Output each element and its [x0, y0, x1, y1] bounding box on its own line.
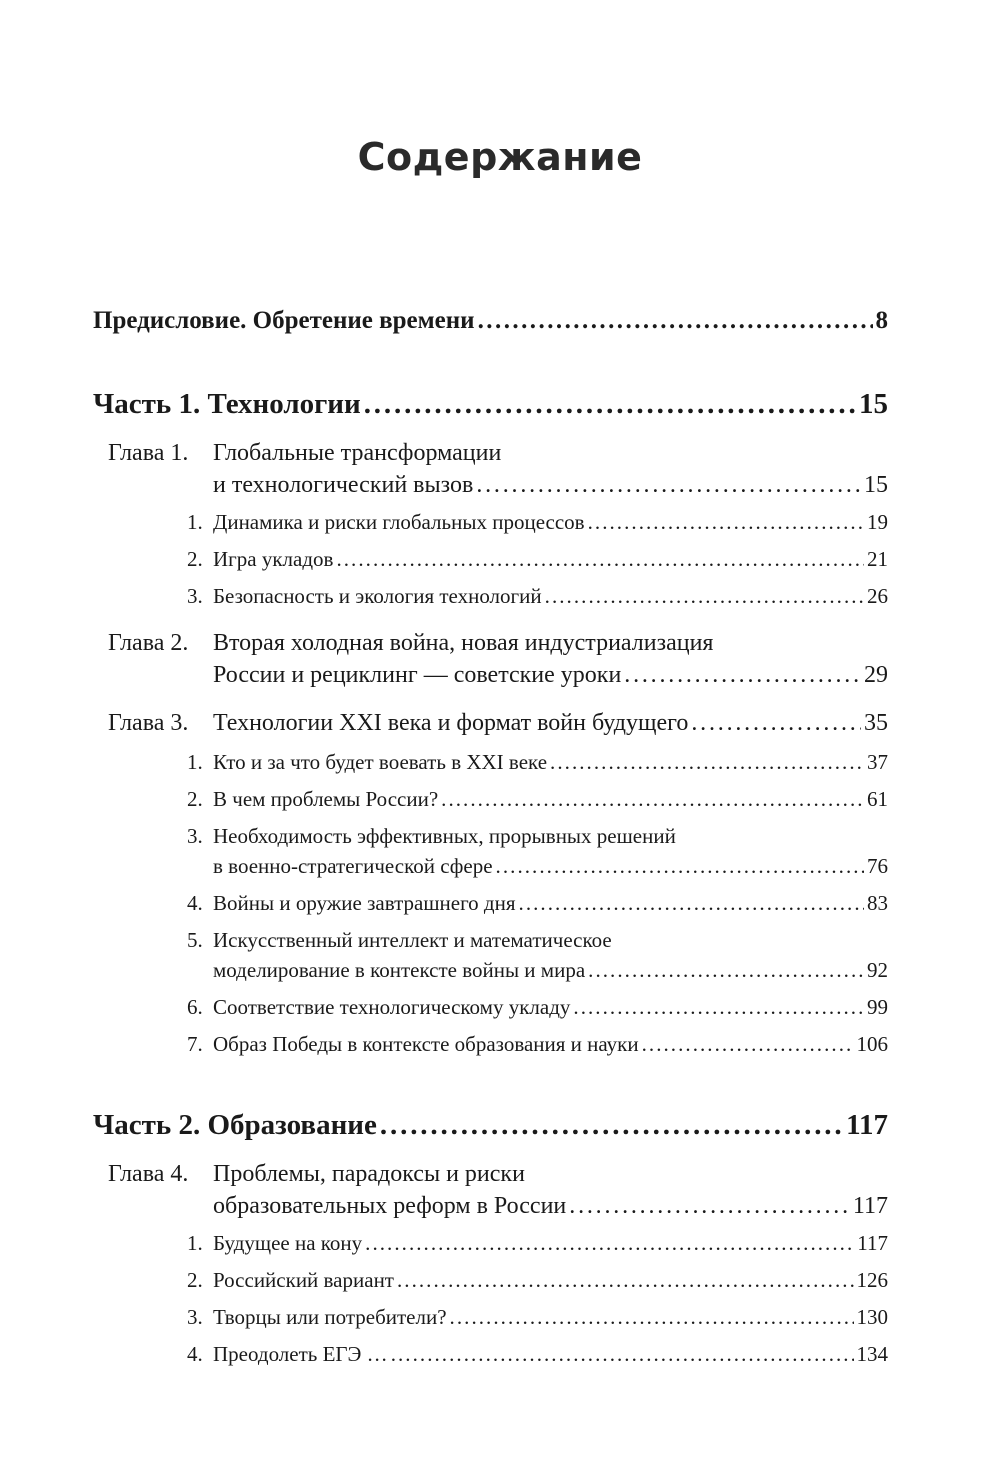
toc-section-3-5 [213, 958, 888, 983]
dot-leader [441, 787, 864, 812]
page-number: 15 [859, 388, 888, 420]
section-title: Образ Победы в контексте образования и науки [213, 1032, 639, 1056]
dot-leader [588, 510, 864, 535]
part-title: Часть 1. Технологии [93, 388, 361, 420]
dot-leader [624, 662, 861, 689]
section-number: 4. [187, 1342, 203, 1366]
toc-section-4-1 [187, 1231, 888, 1256]
page-number: 15 [864, 472, 888, 498]
section-number: 3. [187, 824, 203, 848]
toc-chapter-2 [213, 662, 888, 689]
dot-leader [364, 388, 856, 421]
dot-leader [476, 472, 861, 499]
toc-section-3-6 [187, 995, 888, 1020]
section-title-line2: в военно-стратегической сфере [213, 854, 493, 878]
page-number: 99 [867, 995, 888, 1019]
dot-leader [478, 307, 873, 335]
dot-leader [519, 891, 864, 916]
toc-section-3-2 [187, 787, 888, 812]
page-number: 76 [867, 854, 888, 878]
toc-part-1 [93, 388, 888, 421]
page-number: 117 [852, 1193, 888, 1219]
page-number: 26 [867, 584, 888, 608]
page-number: 83 [867, 891, 888, 915]
section-title: Войны и оружие завтрашнего дня [213, 891, 516, 915]
toc-chapter-1 [213, 472, 888, 499]
page-number: 134 [856, 1342, 888, 1366]
toc-section-3-1 [187, 750, 888, 775]
section-number: 2. [187, 547, 203, 571]
chapter-prefix: Глава 4. [108, 1161, 189, 1187]
dot-leader [642, 1032, 854, 1057]
section-title-line1: Необходимость эффективных, прорывных решений [213, 824, 676, 848]
section-number: 1. [187, 510, 203, 534]
chapter-prefix: Глава 1. [108, 440, 189, 466]
section-title: Будущее на кону [213, 1231, 363, 1255]
dot-leader [569, 1193, 850, 1220]
section-title: Творцы или потребители? [213, 1305, 447, 1329]
toc-entry-preface [93, 307, 888, 335]
toc-chapter-2-line1 [108, 630, 888, 657]
toc-section-4-3 [187, 1305, 888, 1330]
dot-leader [691, 710, 861, 737]
chapter-title: Технологии XXI века и формат войн будущего [213, 710, 689, 736]
page-number: 37 [867, 750, 888, 774]
page-number: 21 [867, 547, 888, 571]
toc-section-4-2 [187, 1268, 888, 1293]
chapter-title-line1: Глобальные трансформации [213, 440, 502, 466]
dot-leader [573, 995, 864, 1020]
chapter-title-line1: Вторая холодная война, новая индустриализация [213, 630, 714, 656]
section-title: Преодолеть ЕГЭ … [213, 1342, 388, 1366]
chapter-title-line1: Проблемы, парадоксы и риски [213, 1161, 525, 1187]
toc-section-3-3-line1 [187, 824, 888, 849]
section-title: Российский вариант [213, 1268, 394, 1292]
toc-chapter-4-line1 [108, 1161, 888, 1188]
section-title: В чем проблемы России? [213, 787, 439, 811]
entry-title: Предисловие. Обретение времени [93, 307, 475, 334]
dot-leader [550, 750, 864, 775]
toc-section-3-5-line1 [187, 928, 888, 953]
toc-section-3-4 [187, 891, 888, 916]
page-number: 35 [864, 710, 888, 736]
page-number: 29 [864, 662, 888, 688]
section-number: 6. [187, 995, 203, 1019]
section-title-line2: моделирование в контексте войны и мира [213, 958, 586, 982]
section-number: 3. [187, 1305, 203, 1329]
part-title: Часть 2. Образование [93, 1109, 377, 1141]
dot-leader [450, 1305, 854, 1330]
page-number: 117 [846, 1109, 888, 1141]
section-title: Соответствие технологическому укладу [213, 995, 571, 1019]
toc-chapter-3 [108, 710, 888, 737]
toc-section-1-1 [187, 510, 888, 535]
page-number: 117 [857, 1231, 888, 1255]
chapter-prefix: Глава 2. [108, 630, 189, 656]
toc-chapter-4 [213, 1193, 888, 1220]
section-number: 2. [187, 787, 203, 811]
section-title-line1: Искусственный интеллект и математическое [213, 928, 612, 952]
chapter-title-line2: России и рециклинг — советские уроки [213, 662, 622, 688]
page-number: 61 [867, 787, 888, 811]
section-title: Динамика и риски глобальных процессов [213, 510, 585, 534]
dot-leader [397, 1268, 854, 1293]
page-title: Содержание [357, 135, 643, 179]
section-number: 1. [187, 750, 203, 774]
dot-leader [391, 1342, 854, 1367]
toc-chapter-1-line1 [108, 440, 888, 467]
dot-leader [336, 547, 864, 572]
toc-part-2 [93, 1109, 888, 1142]
page-number: 126 [856, 1268, 888, 1292]
dot-leader [496, 854, 864, 879]
chapter-title-line2: образовательных реформ в России [213, 1193, 567, 1219]
page-number: 92 [867, 958, 888, 982]
page-number: 19 [867, 510, 888, 534]
section-number: 5. [187, 928, 203, 952]
dot-leader [588, 958, 864, 983]
page-number: 130 [856, 1305, 888, 1329]
dot-leader [365, 1231, 854, 1256]
section-number: 4. [187, 891, 203, 915]
dot-leader [545, 584, 864, 609]
section-title: Безопасность и экология технологий [213, 584, 542, 608]
section-number: 2. [187, 1268, 203, 1292]
dot-leader [380, 1109, 843, 1142]
chapter-title-line2: и технологический вызов [213, 472, 474, 498]
toc-section-3-3 [213, 854, 888, 879]
page-number: 8 [875, 307, 888, 334]
section-number: 3. [187, 584, 203, 608]
toc-section-4-4 [187, 1342, 888, 1367]
page-number: 106 [856, 1032, 888, 1056]
section-number: 1. [187, 1231, 203, 1255]
chapter-prefix: Глава 3. [108, 710, 189, 736]
section-title: Кто и за что будет воевать в XXI веке [213, 750, 548, 774]
section-number: 7. [187, 1032, 203, 1056]
toc-section-1-2 [187, 547, 888, 572]
section-title: Игра укладов [213, 547, 334, 571]
toc-section-1-3 [187, 584, 888, 609]
toc-section-3-7 [187, 1032, 888, 1057]
